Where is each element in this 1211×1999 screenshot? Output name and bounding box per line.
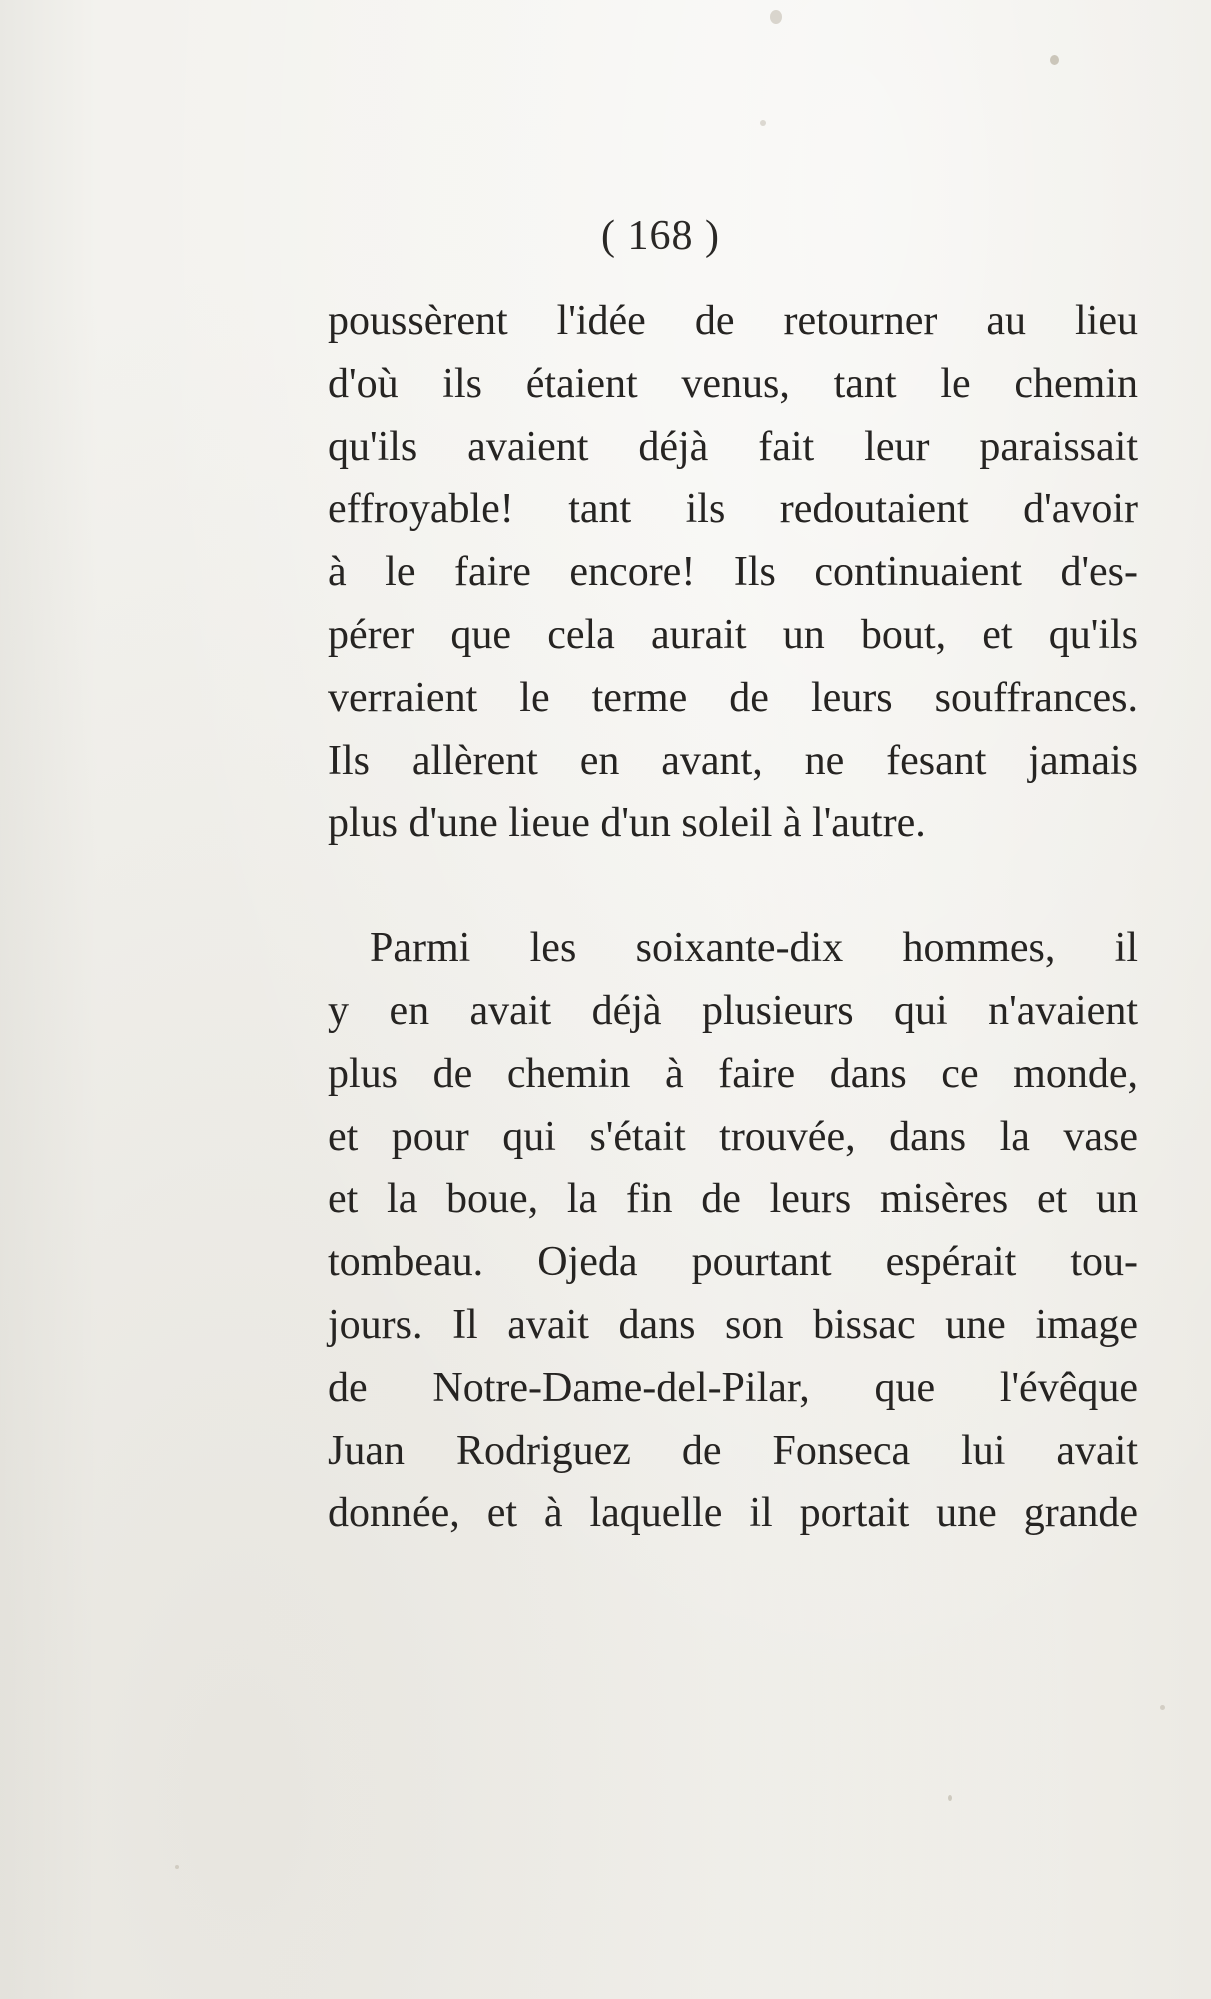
page-number: ( 168 ) — [601, 213, 720, 259]
paper-speck — [1160, 1705, 1165, 1710]
text-line: d'où ils étaient venus, tant le chemin — [328, 360, 1138, 407]
body-text — [328, 290, 1138, 1545]
text-line: jours. Il avait dans son bissac une image — [328, 1301, 1138, 1348]
text-line: qu'ils avaient déjà fait leur paraissait — [328, 423, 1138, 470]
text-line: Juan Rodriguez de Fonseca lui avait — [328, 1427, 1138, 1474]
text-line: Ils allèrent en avant, ne fesant jamais — [328, 737, 1138, 784]
paper-speck — [760, 120, 766, 126]
text-line: et la boue, la fin de leurs misères et un — [328, 1176, 1138, 1223]
text-line: poussèrent l'idée de retourner au lieu — [328, 298, 1138, 344]
text-line: donnée, et à laquelle il portait une grande — [328, 1490, 1138, 1537]
text-line: pérer que cela aurait un bout, et qu'ils — [328, 611, 1138, 658]
paragraph-gap — [328, 855, 1138, 917]
text-line: verraient le terme de leurs souffrances. — [328, 674, 1138, 721]
text-line: tombeau. Ojeda pourtant espérait tou- — [328, 1239, 1138, 1286]
text-line: plus d'une lieue d'un soleil à l'autre. — [328, 800, 926, 847]
text-line: de Notre-Dame-del-Pilar, que l'évêque — [328, 1364, 1138, 1411]
paragraph-2 — [328, 917, 1138, 1545]
paper-speck — [175, 1865, 179, 1869]
text-line: y en avait déjà plusieurs qui n'avaient — [328, 987, 1138, 1034]
paper-speck — [1050, 55, 1059, 65]
text-line: Parmi les soixante-dix hommes, il — [370, 925, 1138, 972]
paragraph-1 — [328, 290, 1138, 855]
text-line: plus de chemin à faire dans ce monde, — [328, 1050, 1138, 1097]
paper-speck — [770, 10, 782, 24]
paper-speck — [948, 1795, 952, 1801]
text-line: et pour qui s'était trouvée, dans la vase — [328, 1113, 1138, 1160]
text-line: à le faire encore! Ils continuaient d'es- — [328, 549, 1138, 596]
text-line: effroyable! tant ils redoutaient d'avoir — [328, 486, 1138, 533]
